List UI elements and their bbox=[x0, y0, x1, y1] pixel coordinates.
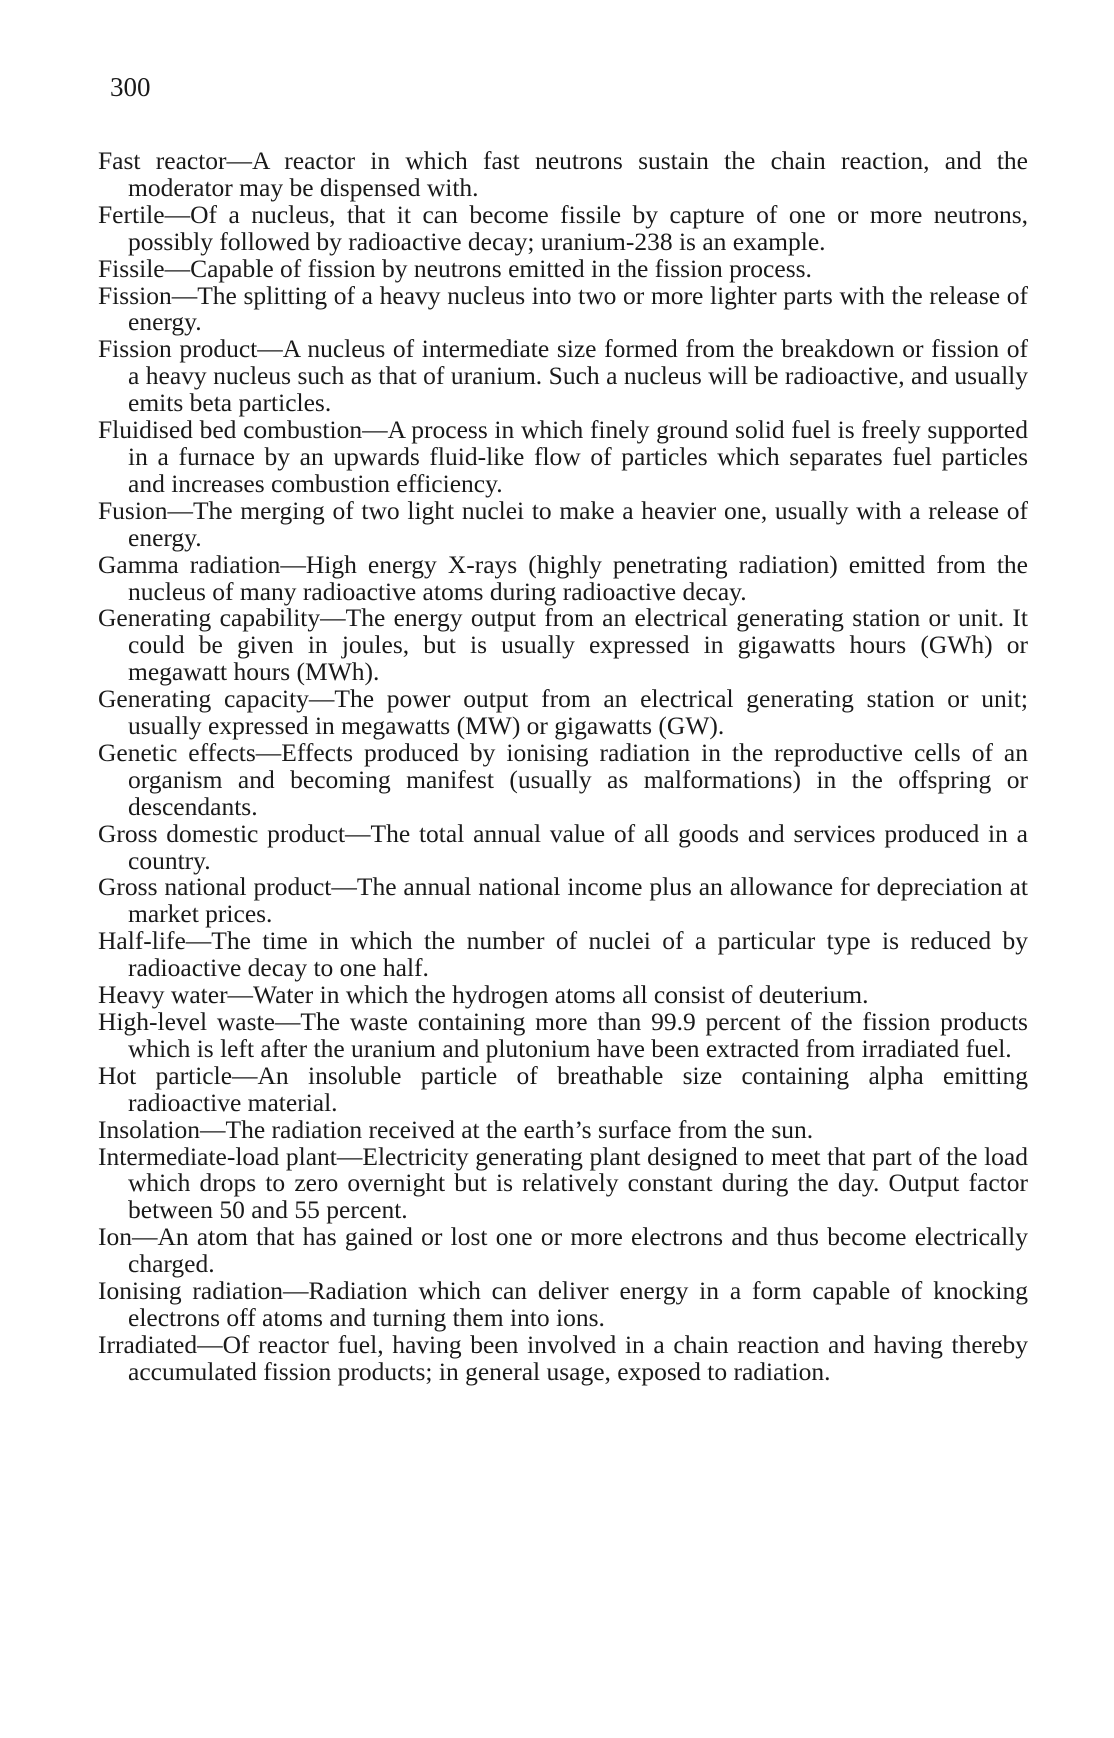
glossary-entry: Insolation—The radiation received at the earth’s surface from the sun. bbox=[98, 1114, 814, 1144]
glossary-list bbox=[98, 148, 1028, 1386]
glossary-entry: Fast reactor—A reactor in which fast neutrons sustain the chain reaction, and the moderator may be dispensed with. bbox=[98, 146, 1028, 202]
glossary-entry: Half-life—The time in which the number of nuclei of a particular type is reduced by radioactive decay to one half. bbox=[98, 926, 1028, 983]
glossary-entry: Fission—The splitting of a heavy nucleus into two or more lighter parts with the release of energy. bbox=[98, 280, 1028, 337]
glossary-entry: Generating capability—The energy output from an electrical generating station or unit. It could be given in joules, but is usually expressed in gigawatts hours (GWh) or megawatt hours (MWh). bbox=[98, 603, 1028, 687]
glossary-entry: Gamma radiation—High energy X-rays (highly penetrating radiation) emitted from the nucleus of many radioactive atoms during radioactive decay. bbox=[98, 549, 1028, 606]
glossary-entry: Fertile—Of a nucleus, that it can become fissile by capture of one or more neutrons, possibly followed by radioactive decay; uranium-238 is an example. bbox=[98, 199, 1028, 256]
glossary-entry: Heavy water—Water in which the hydrogen atoms all consist of deuterium. bbox=[98, 980, 869, 1010]
glossary-entry: Gross domestic product—The total annual value of all goods and services produced in a country. bbox=[98, 818, 1028, 875]
glossary-entry: Gross national product—The annual national income plus an allowance for depreciation at market prices. bbox=[98, 872, 1028, 929]
glossary-entry: Ionising radiation—Radiation which can deliver energy in a form capable of knocking electrons off atoms and turning them into ions. bbox=[98, 1276, 1028, 1332]
glossary-entry: Ion—An atom that has gained or lost one or more electrons and thus become electrically charged. bbox=[98, 1222, 1028, 1279]
glossary-entry: Generating capacity—The power output from an electrical generating station or unit; usually expressed in megawatts (MW) or gigawatts (GW). bbox=[98, 684, 1028, 741]
glossary-entry: Fission product—A nucleus of intermediate size formed from the breakdown or fission of a heavy nucleus such as that of uranium. Such a nucleus will be radioactive, and usually emits beta particles. bbox=[98, 334, 1028, 418]
page-number: 300 bbox=[110, 72, 151, 102]
glossary-entry: Hot particle—An insoluble particle of breathable size containing alpha emitting radioactive material. bbox=[98, 1060, 1028, 1117]
glossary-entry: Fluidised bed combustion—A process in which finely ground solid fuel is freely supported in a furnace by an upwards fluid-like flow of particles which separates fuel particles and increases combustion efficiency. bbox=[98, 415, 1028, 498]
glossary-entry: Intermediate-load plant—Electricity generating plant designed to meet that part of the load which drops to zero overnight but is relatively constant during the day. Output factor between 50 and 55 percent. bbox=[98, 1141, 1028, 1225]
glossary-entry: High-level waste—The waste containing more than 99.9 percent of the fission products which is left after the uranium and plutonium have been extracted from irradiated fuel. bbox=[98, 1007, 1028, 1063]
glossary-entry: Genetic effects—Effects produced by ionising radiation in the reproductive cells of an organism and becoming manifest (usually as malformations) in the offspring or descendants. bbox=[98, 737, 1028, 821]
glossary-entry: Fusion—The merging of two light nuclei to make a heavier one, usually with a release of energy. bbox=[98, 495, 1028, 552]
glossary-entry: Irradiated—Of reactor fuel, having been involved in a chain reaction and having thereby accumulated fission products; in general usage, exposed to radiation. bbox=[98, 1329, 1028, 1386]
glossary-entry: Fissile—Capable of fission by neutrons emitted in the fission process. bbox=[98, 253, 812, 283]
